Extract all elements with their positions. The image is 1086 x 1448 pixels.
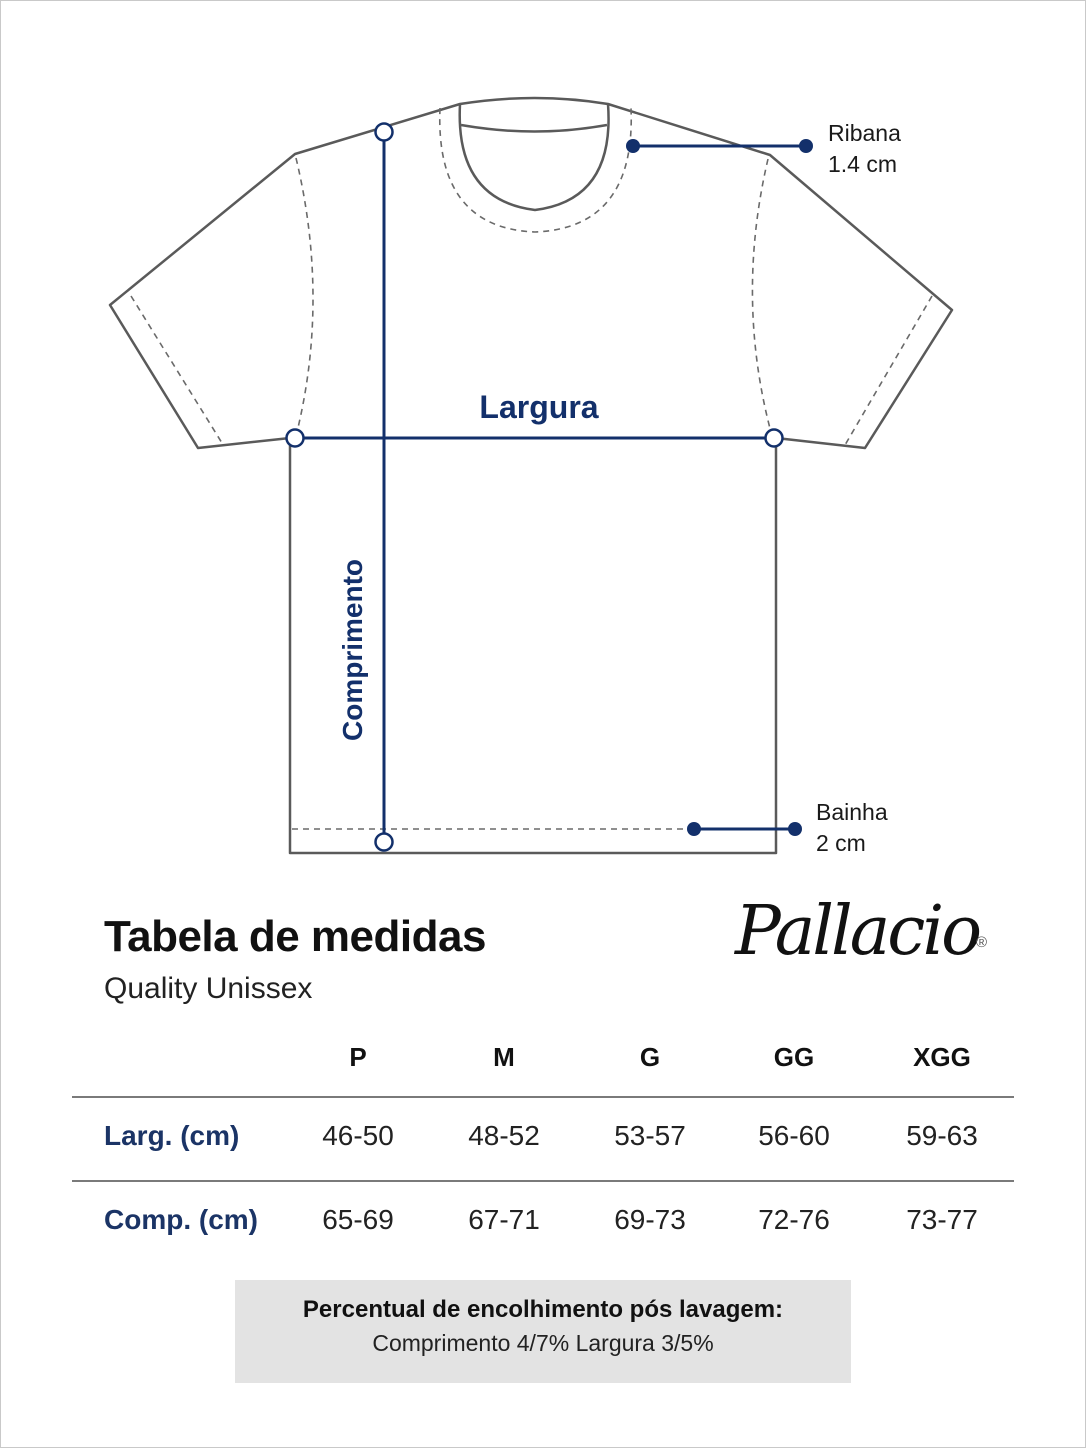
table-cell: 59-63 [906, 1120, 978, 1151]
tshirt-outline [110, 98, 952, 853]
table-cell: 65-69 [322, 1204, 394, 1235]
size-header-g: G [639, 1042, 661, 1072]
collar-inner [461, 125, 607, 132]
width-end-marker [766, 430, 783, 447]
ribana-value: 1.4 cm [828, 151, 898, 177]
table-row [72, 1096, 1014, 1180]
table-cell: 53-57 [614, 1120, 686, 1151]
size-header-xgg: XGG [913, 1042, 971, 1072]
size-table-header [72, 1030, 1014, 1096]
bainha-pointer-end [788, 822, 802, 836]
brand-logo: Pallacio [735, 892, 980, 971]
left-sleeve-stitch [131, 296, 222, 443]
table-row [72, 1180, 1014, 1264]
length-label: Comprimento [337, 559, 368, 741]
registered-mark-icon: ® [976, 934, 988, 951]
bainha-pointer-start [687, 822, 701, 836]
table-cell: 67-71 [468, 1204, 540, 1235]
table-cell: 48-52 [468, 1120, 540, 1151]
right-sleeve-stitch [845, 296, 932, 445]
table-divider [72, 1180, 1014, 1182]
collar-outer [460, 104, 609, 210]
ribana-callout [828, 118, 901, 180]
bainha-value: 2 cm [816, 830, 866, 856]
table-divider [72, 1096, 1014, 1098]
left-armhole-stitch [296, 158, 313, 436]
width-start-marker [287, 430, 304, 447]
table-cell: 56-60 [758, 1120, 830, 1151]
page-subtitle: Quality Unissex [104, 972, 313, 1005]
width-label: Largura [479, 389, 599, 425]
shrinkage-note-title: Percentual de encolhimento pós lavagem: [302, 1296, 784, 1323]
length-bottom-marker [376, 834, 393, 851]
bainha-label: Bainha [816, 799, 888, 825]
table-cell: 46-50 [322, 1120, 394, 1151]
table-cell: 69-73 [614, 1204, 686, 1235]
row-label-width: Larg. (cm) [104, 1120, 240, 1151]
table-cell: 73-77 [906, 1204, 978, 1235]
length-top-marker [376, 124, 393, 141]
ribana-label: Ribana [828, 120, 901, 146]
ribana-pointer-end [799, 139, 813, 153]
table-cell: 72-76 [758, 1204, 830, 1235]
size-header-p: P [349, 1042, 367, 1072]
size-table [72, 1030, 1014, 1264]
row-label-length: Comp. (cm) [104, 1204, 258, 1235]
shrinkage-note [235, 1280, 851, 1383]
bainha-callout [816, 797, 888, 859]
ribana-pointer-start [626, 139, 640, 153]
shrinkage-note-body: Comprimento 4/7% Largura 3/5% [372, 1330, 714, 1356]
page-title: Tabela de medidas [104, 912, 486, 961]
size-header-gg: GG [773, 1042, 815, 1072]
size-header-m: M [493, 1042, 515, 1072]
right-armhole-stitch [752, 159, 772, 436]
